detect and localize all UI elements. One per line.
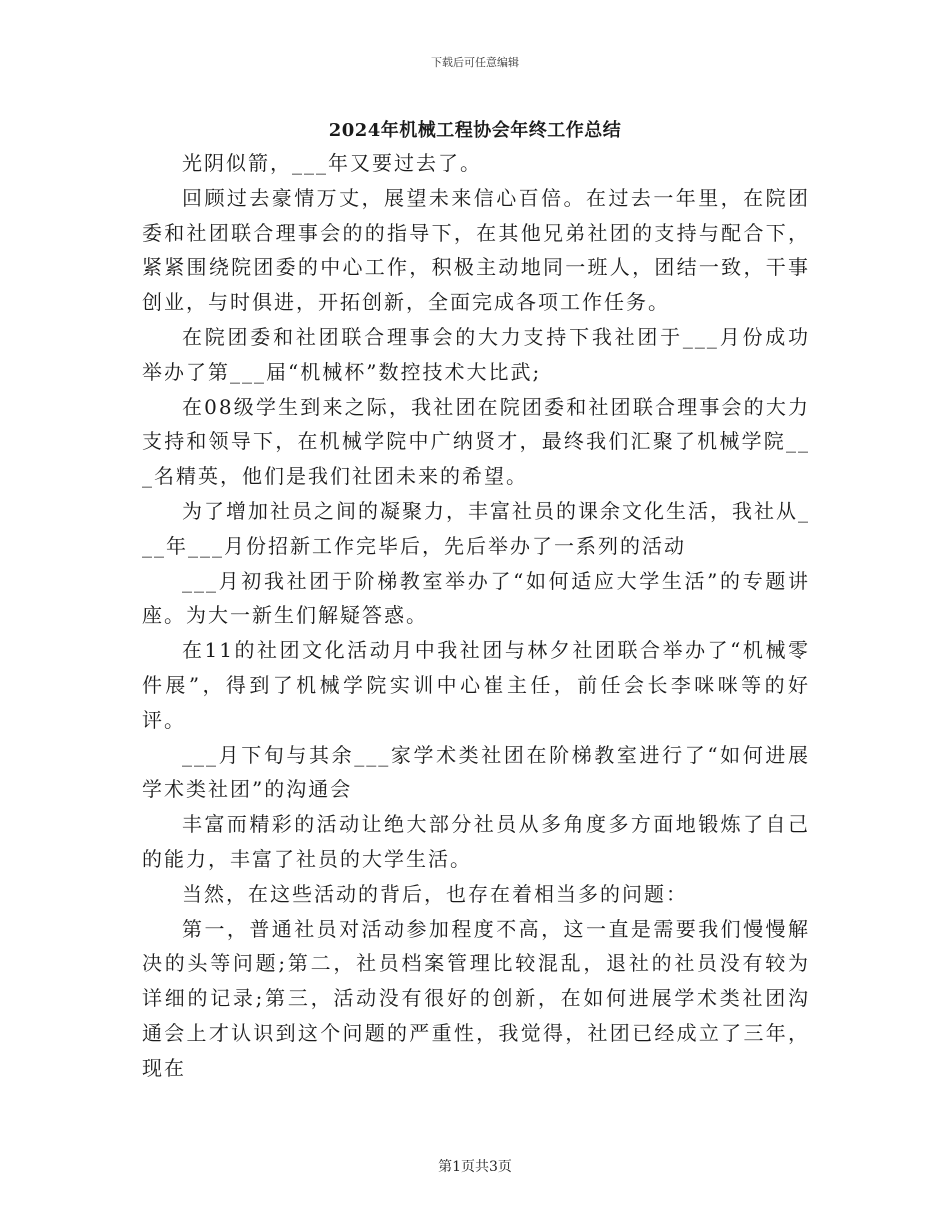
paragraph-10: 当然，在这些活动的背后，也存在着相当多的问题： [182,881,688,906]
document-body [142,146,810,1086]
paragraph-3: 在院团委和社团联合理事会的大力支持下我社团于___月份成功举办了第___届“机械杯”数控技术大比武; [142,324,810,384]
header-note: 下载后可任意编辑 [431,56,519,69]
paragraph-7: 在11的社团文化活动月中我社团与林夕社团联合举办了“机械零件展”，得到了机械学院实训中心崔主任，前任会长李咪咪等的好评。 [142,638,810,732]
document-title: 2024年机械工程协会年终工作总结 [328,120,622,141]
paragraph-4: 在08级学生到来之际，我社团在院团委和社团联合理事会的大力支持和领导下，在机械学院中广纳贤才，最终我们汇聚了机械学院___名精英，他们是我们社团未来的希望。 [142,394,810,489]
paragraph-2: 回顾过去豪情万丈，展望未来信心百倍。在过去一年里，在院团委和社团联合理事会的的指导下，在其他兄弟社团的支持与配合下，紧紧围绕院团委的中心工作，积极主动地同一班人，团结一致，干事创业，与时俱进，开拓创新，全面完成各项工作任务。 [142,185,810,315]
paragraph-1: 光阴似箭，___年又要过去了。 [182,151,482,175]
paragraph-9: 丰富而精彩的活动让绝大部分社员从多角度多方面地锻炼了自己的能力，丰富了社员的大学生活。 [142,812,810,871]
paragraph-5: 为了增加社员之间的凝聚力，丰富社员的课余文化生活，我社从___年___月份招新工作完毕后，先后举办了一系列的活动 [142,498,810,558]
paragraph-6: ___月初我社团于阶梯教室举办了“如何适应大学生活”的专题讲座。为大一新生们解疑答惑。 [142,568,810,628]
paragraph-8: ___月下旬与其余___家学术类社团在阶梯教室进行了“如何进展学术类社团”的沟通会 [142,742,810,802]
page-indicator: 第1页共3页 [438,1159,512,1175]
paragraph-11: 第一，普通社员对活动参加程度不高，这一直是需要我们慢慢解决的头等问题;第二，社员档案管理比较混乱，退社的社员没有较为详细的记录;第三，活动没有很好的创新，在如何进展学术类社团沟通会上才认识到这个问题的严重性，我觉得，社团已经成立了三年，现在 [142,916,810,1080]
